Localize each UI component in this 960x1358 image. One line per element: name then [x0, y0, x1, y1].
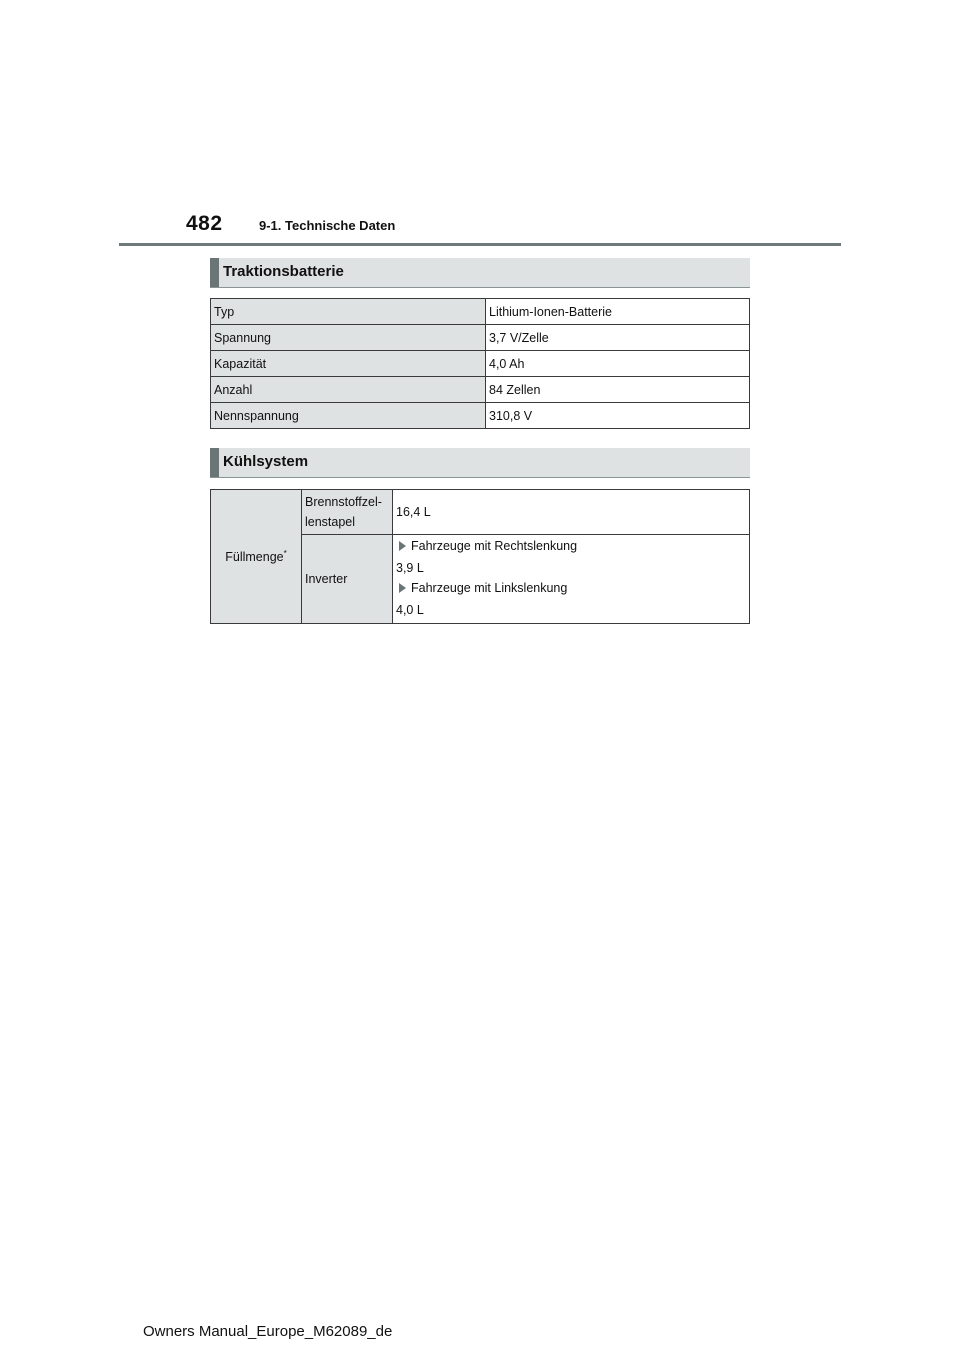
lhd-bullet: [396, 581, 746, 595]
cooling-system-table: [210, 489, 750, 624]
triangle-bullet-icon: [399, 583, 406, 593]
fill-quantity-label: Füllmenge: [225, 550, 284, 565]
rhd-value: 3,9 L: [396, 561, 424, 575]
fuel-cell-stack-value: 16,4 L: [393, 490, 750, 535]
heading-accent-bar: [210, 448, 219, 477]
traction-battery-title: Traktionsbatterie: [223, 263, 344, 280]
inverter-value-cell: [393, 535, 750, 624]
lhd-label: Fahrzeuge mit Linkslenkung: [411, 581, 568, 595]
row-label: Nennspannung: [211, 403, 486, 429]
traction-battery-table: [210, 298, 750, 429]
table-row: [211, 490, 750, 535]
fuel-cell-stack-label-line1: Brennstoffzel-: [305, 495, 382, 509]
row-value: 4,0 Ah: [486, 351, 750, 377]
row-value: 84 Zellen: [486, 377, 750, 403]
footer-text: Owners Manual_Europe_M62089_de: [143, 1323, 393, 1340]
section-label: 9-1. Technische Daten: [259, 218, 396, 233]
fuel-cell-stack-label-line2: lenstapel: [305, 515, 356, 529]
row-value: Lithium-Ionen-Batterie: [486, 299, 750, 325]
fill-quantity-cell: [211, 490, 302, 624]
heading-accent-bar: [210, 258, 219, 287]
footnote-marker: *: [283, 548, 287, 558]
row-value: 310,8 V: [486, 403, 750, 429]
table-row: [211, 351, 750, 377]
rhd-bullet: [396, 539, 746, 553]
fuel-cell-stack-cell: [302, 490, 393, 535]
row-label: Typ: [211, 299, 486, 325]
table-row: [211, 377, 750, 403]
cooling-system-heading: [210, 448, 750, 478]
inverter-label: Inverter: [302, 535, 393, 624]
cooling-system-title: Kühlsystem: [223, 453, 309, 470]
table-row: [211, 325, 750, 351]
header-rule: [119, 243, 841, 246]
row-value: 3,7 V/Zelle: [486, 325, 750, 351]
lhd-value: 4,0 L: [396, 603, 424, 617]
rhd-label: Fahrzeuge mit Rechtslenkung: [411, 539, 578, 553]
row-label: Anzahl: [211, 377, 486, 403]
row-label: Kapazität: [211, 351, 486, 377]
page-number: 482: [186, 212, 223, 235]
traction-battery-heading: [210, 258, 750, 288]
row-label: Spannung: [211, 325, 486, 351]
table-row: [211, 403, 750, 429]
triangle-bullet-icon: [399, 541, 406, 551]
table-row: [211, 299, 750, 325]
